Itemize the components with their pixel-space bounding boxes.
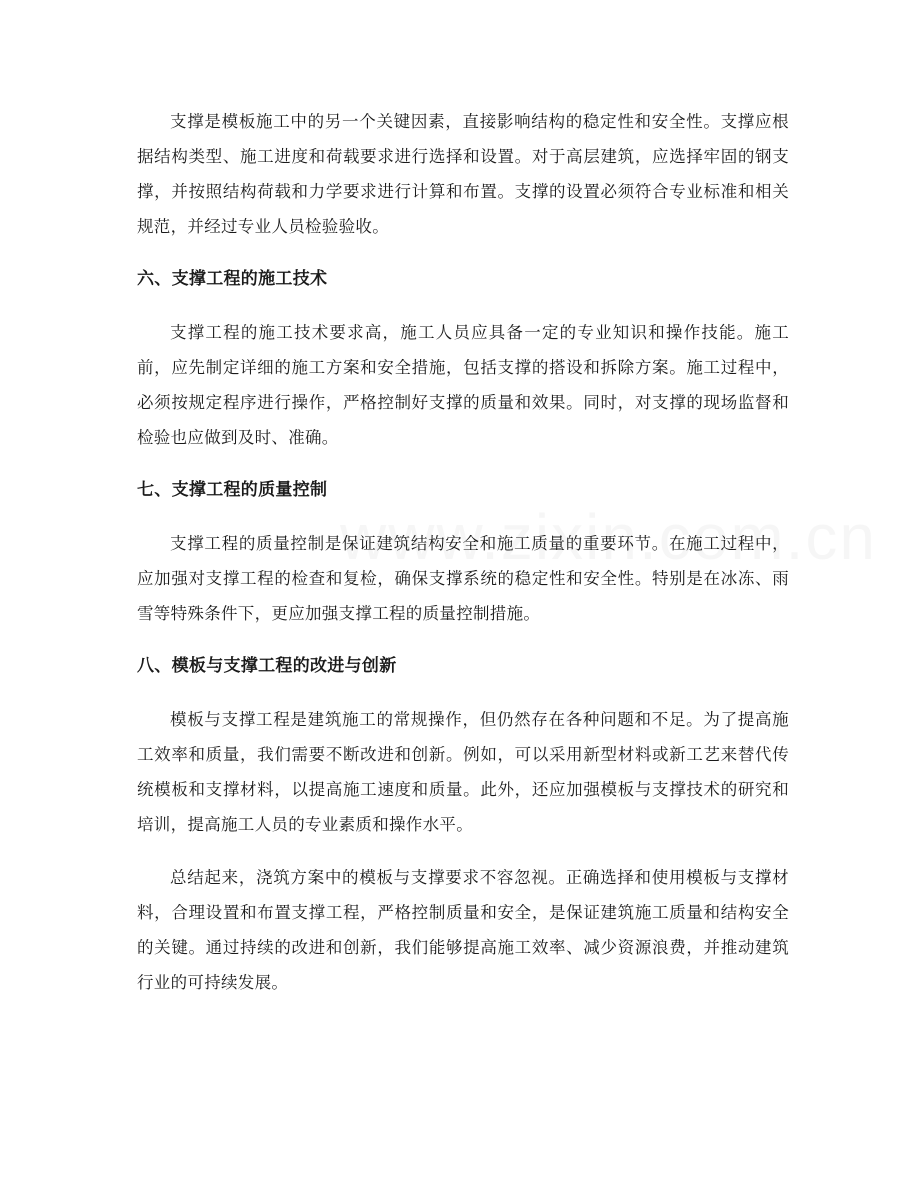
paragraph-conclusion: 总结起来，浇筑方案中的模板与支撑要求不容忽视。正确选择和使用模板与支撑材料，合理设置和布置支撑工程，严格控制质量和安全，是保证建筑施工质量和结构安全的关键。通过持续的改进和创新，我们能够提高施工效率、减少资源浪费，并推动建筑行业的可持续发展。 bbox=[137, 868, 789, 992]
paragraph-construction-technique: 支撑工程的施工技术要求高，施工人员应具备一定的专业知识和操作技能。施工前，应先制定详细的施工方案和安全措施，包括支撑的搭设和拆除方案。施工过程中，必须按规定程序进行操作，严格控制好支撑的质量和效果。同时，对支撑的现场监督和检验也应做到及时、准确。 bbox=[137, 323, 789, 447]
paragraph-quality-control: 支撑工程的质量控制是保证建筑结构安全和施工质量的重要环节。在施工过程中，应加强对支撑工程的检查和复检，确保支撑系统的稳定性和安全性。特别是在冰冻、雨雪等特殊条件下，更应加强支撑工程的质量控制措施。 bbox=[137, 534, 789, 623]
heading-section-8: 八、模板与支撑工程的改进与创新 bbox=[137, 656, 397, 676]
heading-section-7: 七、支撑工程的质量控制 bbox=[137, 480, 328, 500]
heading-section-6: 六、支撑工程的施工技术 bbox=[137, 269, 328, 289]
paragraph-support-intro: 支撑是模板施工中的另一个关键因素，直接影响结构的稳定性和安全性。支撑应根据结构类型、施工进度和荷载要求进行选择和设置。对于高层建筑，应选择牢固的钢支撑，并按照结构荷载和力学要求进行计算和布置。支撑的设置必须符合专业标准和相关规范，并经过专业人员检验验收。 bbox=[137, 112, 789, 236]
paragraph-improvement-innovation: 模板与支撑工程是建筑施工的常规操作，但仍然存在各种问题和不足。为了提高施工效率和质量，我们需要不断改进和创新。例如，可以采用新型材料或新工艺来替代传统模板和支撑材料，以提高施工速度和质量。此外，还应加强模板与支撑技术的研究和培训，提高施工人员的专业素质和操作水平。 bbox=[137, 710, 789, 834]
document-body bbox=[137, 104, 789, 1000]
